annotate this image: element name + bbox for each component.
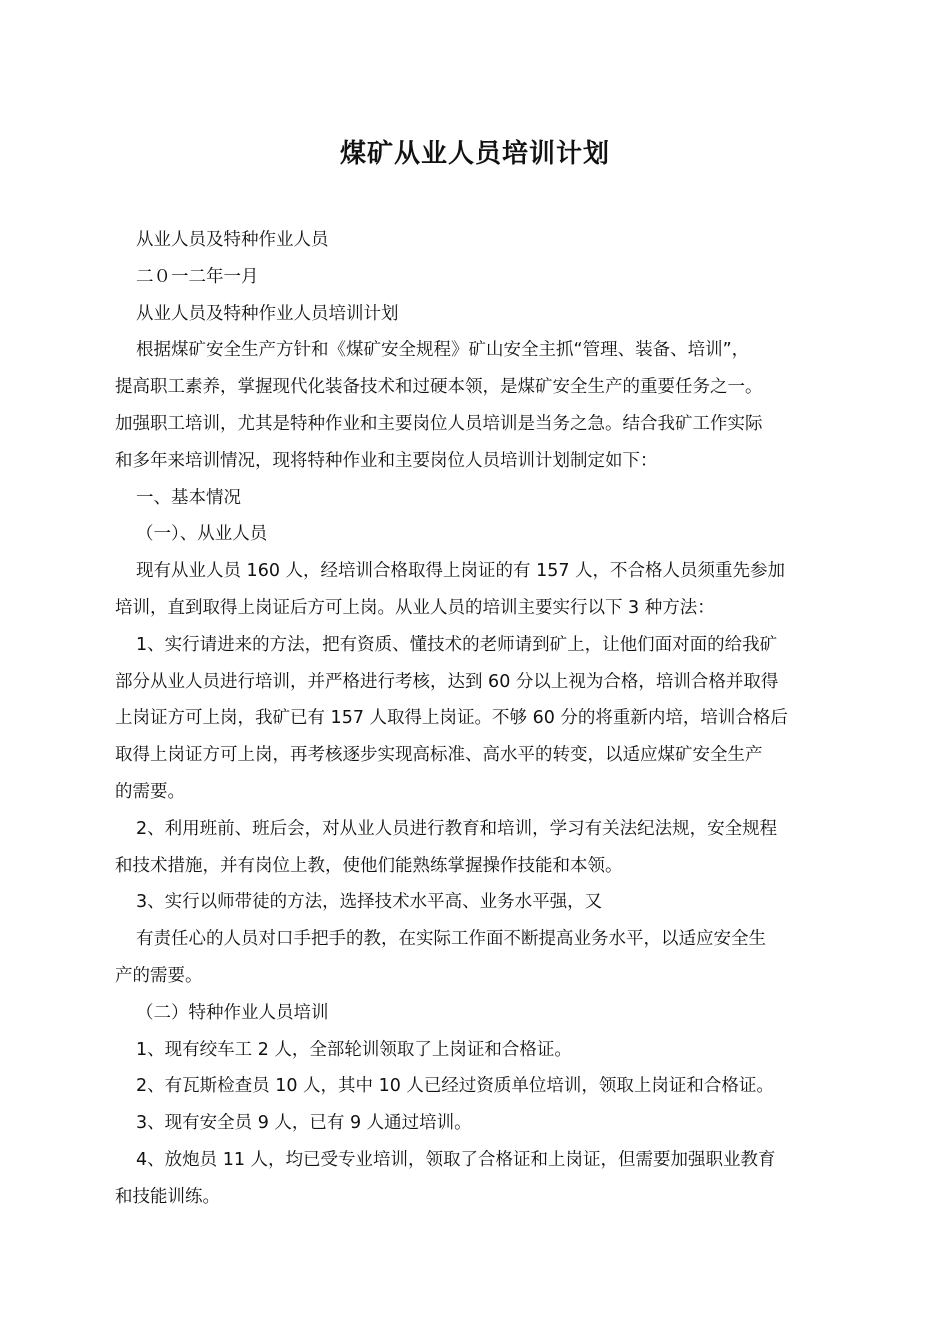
document-body [115, 222, 837, 1216]
paragraph-line: 2、利用班前、班后会，对从业人员进行教育和培训，学习有关法纪法规，安全规程 [136, 818, 778, 839]
paragraph-line: 有责任心的人员对口手把手的教，在实际工作面不断提高业务水平，以适应安全生 [136, 929, 766, 950]
paragraph-line: 根据煤矿安全生产方针和《煤矿安全规程》矿山安全主抓“管理、装备、培训”， [136, 340, 750, 361]
section-heading: 一、基本情况 [136, 487, 241, 508]
paragraph-line: 和多年来培训情况，现将特种作业和主要岗位人员培训计划制定如下： [115, 450, 658, 471]
paragraph-line: 和技术措施，并有岗位上教，使他们能熟练掌握操作技能和本领。 [115, 855, 623, 876]
paragraph-line: 从业人员及特种作业人员培训计划 [136, 303, 399, 324]
subsection-heading: （一）、从业人员 [136, 524, 268, 545]
list-item: 1、现有绞车工 2 人，全部轮训领取了上岗证和合格证。 [136, 1039, 572, 1060]
paragraph-line: 1、实行请进来的方法，把有资质、懂技术的老师请到矿上，让他们面对面的给我矿 [136, 634, 778, 655]
paragraph-line: 加强职工培训，尤其是特种作业和主要岗位人员培训是当务之急。结合我矿工作实际 [115, 413, 763, 434]
paragraph-line: 产的需要。 [115, 965, 203, 986]
document-title: 煤矿从业人员培训计划 [339, 139, 610, 169]
paragraph-line: 部分从业人员进行培训，并严格进行考核，达到 60 分以上视为合格，培训合格并取得 [115, 671, 779, 692]
list-item: 3、现有安全员 9 人，已有 9 人通过培训。 [136, 1113, 472, 1134]
paragraph-line: 3、实行以师带徒的方法，选择技术水平高、业务水平强，又 [136, 892, 603, 913]
paragraph-line: 提高职工素养，掌握现代化装备技术和过硬本领，是煤矿安全生产的重要任务之一。 [115, 377, 763, 398]
paragraph-line: 培训，直到取得上岗证后方可上岗。从业人员的培训主要实行以下 3 种方法： [115, 597, 715, 618]
paragraph-line: 和技能训练。 [115, 1186, 220, 1207]
paragraph-line: 二０一二年一月 [136, 266, 259, 287]
paragraph-line: 现有从业人员 160 人，经培训合格取得上岗证的有 157 人，不合格人员须重先参加 [136, 561, 786, 582]
subsection-heading: （二）特种作业人员培训 [136, 1002, 329, 1023]
paragraph-line: 取得上岗证方可上岗，再考核逐步实现高标准、高水平的转变，以适应煤矿安全生产 [115, 745, 763, 766]
paragraph-line: 上岗证方可上岗，我矿已有 157 人取得上岗证。不够 60 分的将重新内培，培训合格后 [115, 708, 788, 729]
paragraph-line: 的需要。 [115, 781, 185, 802]
paragraph-line: 从业人员及特种作业人员 [136, 230, 329, 250]
list-item: 4、放炮员 11 人，均已受专业培训，领取了合格证和上岗证，但需要加强职业教育 [136, 1149, 776, 1170]
list-item: 2、有瓦斯检查员 10 人，其中 10 人已经过资质单位培训，领取上岗证和合格证。 [136, 1076, 774, 1097]
